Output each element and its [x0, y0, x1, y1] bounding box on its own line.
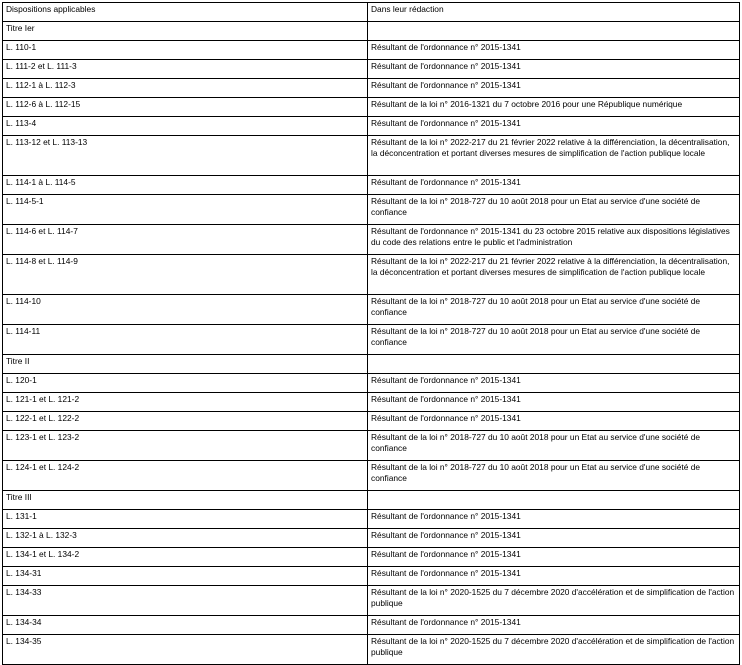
redaction-cell: Résultant de la loi n° 2018-727 du 10 août 2018 pour un Etat au service d'une société de confiance: [368, 461, 740, 491]
redaction-cell: Résultant de l'ordonnance n° 2015-1341: [368, 374, 740, 393]
redaction-cell: Résultant de l'ordonnance n° 2015-1341 du 23 octobre 2015 relative aux dispositions législatives du code des relations entre le public et l'administration: [368, 225, 740, 255]
table-row: [3, 136, 740, 176]
redaction-cell: Résultant de l'ordonnance n° 2015-1341: [368, 412, 740, 431]
table-row: [3, 635, 740, 665]
table-row: [3, 510, 740, 529]
redaction-cell: Résultant de la loi n° 2022-217 du 21 février 2022 relative à la différenciation, la décentralisation, la déconcentration et portant diverses mesures de simplification de l'action publique locale: [368, 136, 740, 176]
disposition-cell: L. 114-11: [3, 325, 368, 355]
disposition-cell: L. 134-31: [3, 567, 368, 586]
table-row: [3, 374, 740, 393]
disposition-cell: L. 123-1 et L. 123-2: [3, 431, 368, 461]
redaction-cell: Résultant de l'ordonnance n° 2015-1341: [368, 616, 740, 635]
redaction-cell: Résultant de la loi n° 2016-1321 du 7 octobre 2016 pour une République numérique: [368, 98, 740, 117]
redaction-cell: Résultant de l'ordonnance n° 2015-1341: [368, 79, 740, 98]
table-row: [3, 195, 740, 225]
dispositions-table: [2, 2, 740, 665]
redaction-cell: Résultant de la loi n° 2018-727 du 10 août 2018 pour un Etat au service d'une société de confiance: [368, 195, 740, 225]
disposition-cell: L. 114-6 et L. 114-7: [3, 225, 368, 255]
redaction-cell: Résultant de l'ordonnance n° 2015-1341: [368, 567, 740, 586]
redaction-cell: Résultant de l'ordonnance n° 2015-1341: [368, 393, 740, 412]
redaction-cell: Résultant de l'ordonnance n° 2015-1341: [368, 117, 740, 136]
disposition-cell: L. 113-12 et L. 113-13: [3, 136, 368, 176]
redaction-cell: [368, 22, 740, 41]
table-row: [3, 616, 740, 635]
redaction-cell: Résultant de l'ordonnance n° 2015-1341: [368, 176, 740, 195]
table-row: [3, 393, 740, 412]
table-row: [3, 225, 740, 255]
table-row: [3, 117, 740, 136]
header-redaction: Dans leur rédaction: [368, 3, 740, 22]
disposition-cell: Titre III: [3, 491, 368, 510]
redaction-cell: Résultant de la loi n° 2020-1525 du 7 décembre 2020 d'accélération et de simplification de l'action publique: [368, 635, 740, 665]
disposition-cell: L. 114-1 à L. 114-5: [3, 176, 368, 195]
disposition-cell: L. 132-1 à L. 132-3: [3, 529, 368, 548]
document-page: [2, 2, 740, 665]
redaction-cell: Résultant de l'ordonnance n° 2015-1341: [368, 41, 740, 60]
disposition-cell: L. 112-1 à L. 112-3: [3, 79, 368, 98]
redaction-cell: Résultant de la loi n° 2018-727 du 10 août 2018 pour un Etat au service d'une société de confiance: [368, 431, 740, 461]
table-header-row: [3, 3, 740, 22]
redaction-cell: Résultant de l'ordonnance n° 2015-1341: [368, 529, 740, 548]
disposition-cell: L. 114-8 et L. 114-9: [3, 255, 368, 295]
redaction-cell: [368, 355, 740, 374]
disposition-cell: L. 113-4: [3, 117, 368, 136]
table-row: [3, 325, 740, 355]
table-row: [3, 548, 740, 567]
table-row: [3, 98, 740, 117]
disposition-cell: L. 112-6 à L. 112-15: [3, 98, 368, 117]
disposition-cell: L. 122-1 et L. 122-2: [3, 412, 368, 431]
table-row: [3, 586, 740, 616]
table-row: [3, 22, 740, 41]
disposition-cell: L. 121-1 et L. 121-2: [3, 393, 368, 412]
table-row: [3, 529, 740, 548]
table-body: [3, 22, 740, 665]
table-row: [3, 176, 740, 195]
table-row: [3, 60, 740, 79]
redaction-cell: [368, 491, 740, 510]
redaction-cell: Résultant de la loi n° 2018-727 du 10 août 2018 pour un Etat au service d'une société de confiance: [368, 295, 740, 325]
table-row: [3, 431, 740, 461]
redaction-cell: Résultant de la loi n° 2020-1525 du 7 décembre 2020 d'accélération et de simplification de l'action publique: [368, 586, 740, 616]
table-row: [3, 41, 740, 60]
disposition-cell: L. 110-1: [3, 41, 368, 60]
table-row: [3, 412, 740, 431]
header-dispositions: Dispositions applicables: [3, 3, 368, 22]
redaction-cell: Résultant de la loi n° 2018-727 du 10 août 2018 pour un Etat au service d'une société de confiance: [368, 325, 740, 355]
table-row: [3, 461, 740, 491]
table-row: [3, 491, 740, 510]
disposition-cell: Titre Ier: [3, 22, 368, 41]
disposition-cell: L. 124-1 et L. 124-2: [3, 461, 368, 491]
disposition-cell: L. 114-10: [3, 295, 368, 325]
disposition-cell: L. 131-1: [3, 510, 368, 529]
disposition-cell: L. 134-33: [3, 586, 368, 616]
disposition-cell: L. 134-1 et L. 134-2: [3, 548, 368, 567]
redaction-cell: Résultant de l'ordonnance n° 2015-1341: [368, 60, 740, 79]
disposition-cell: Titre II: [3, 355, 368, 374]
table-row: [3, 295, 740, 325]
redaction-cell: Résultant de l'ordonnance n° 2015-1341: [368, 548, 740, 567]
table-row: [3, 255, 740, 295]
disposition-cell: L. 134-35: [3, 635, 368, 665]
disposition-cell: L. 134-34: [3, 616, 368, 635]
disposition-cell: L. 114-5-1: [3, 195, 368, 225]
table-row: [3, 567, 740, 586]
disposition-cell: L. 111-2 et L. 111-3: [3, 60, 368, 79]
redaction-cell: Résultant de l'ordonnance n° 2015-1341: [368, 510, 740, 529]
table-row: [3, 79, 740, 98]
redaction-cell: Résultant de la loi n° 2022-217 du 21 février 2022 relative à la différenciation, la décentralisation, la déconcentration et portant diverses mesures de simplification de l'action publique locale: [368, 255, 740, 295]
table-row: [3, 355, 740, 374]
disposition-cell: L. 120-1: [3, 374, 368, 393]
